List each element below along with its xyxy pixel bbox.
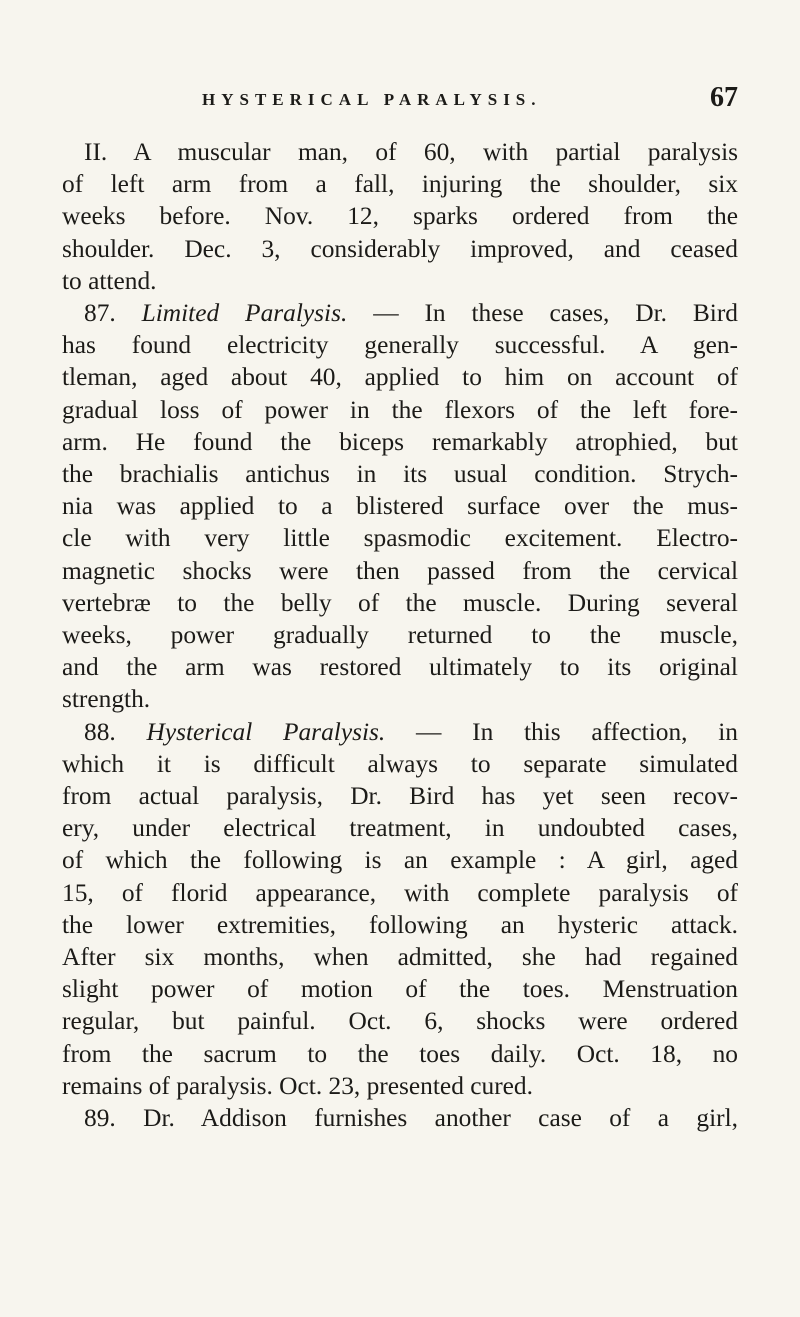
text-line: the brachialis antichus in its usual condition. Strych- [62, 460, 738, 489]
text-line: 89. Dr. Addison furnishes another case of a girl, [84, 1104, 738, 1133]
text-line: arm. He found the biceps remarkably atrophied, but [62, 427, 738, 456]
text-line: 87. Limited Paralysis. — In these cases, Dr. Bird [84, 299, 739, 328]
text-line: ery, under electrical treatment, in undoubted cases, [62, 814, 738, 843]
text-line: the lower extremities, following an hysteric attack. [62, 910, 738, 939]
running-title: HYSTERICAL PARALYSIS. [202, 90, 542, 109]
text-line: weeks before. Nov. 12, sparks ordered from the [62, 202, 738, 231]
section-heading: Limited Paralysis. [141, 299, 348, 328]
section-heading: Hysterical Paralysis. [146, 717, 386, 746]
text-line: and the arm was restored ultimately to its original [62, 653, 738, 682]
text-line: slight power of motion of the toes. Menstruation [62, 975, 738, 1004]
text-line: 15, of florid appearance, with complete paralysis of [62, 878, 738, 907]
text-line: remains of paralysis. Oct. 23, presented cured. [62, 1071, 533, 1100]
text-line: II. A muscular man, of 60, with partial paralysis [84, 138, 738, 166]
text-line: 88. Hysterical Paralysis. — In this affection, in [84, 717, 739, 746]
text-line: which it is difficult always to separate simulated [62, 749, 738, 778]
running-head [62, 82, 738, 122]
text-line: from actual paralysis, Dr. Bird has yet seen recov- [62, 782, 738, 811]
text-line: of left arm from a fall, injuring the shoulder, six [62, 170, 738, 199]
body-text [62, 136, 738, 1134]
text-line: weeks, power gradually returned to the muscle, [62, 621, 738, 650]
text-line: of which the following is an example : A girl, aged [62, 846, 738, 875]
text-line: After six months, when admitted, she had regained [62, 943, 738, 972]
text-line: nia was applied to a blistered surface over the mus- [62, 492, 738, 521]
page-number: 67 [710, 82, 738, 113]
text-line: gradual loss of power in the flexors of the left fore- [62, 395, 738, 424]
text-line: magnetic shocks were then passed from the cervical [62, 556, 738, 585]
text-line: cle with very little spasmodic excitement. Electro- [62, 524, 738, 553]
text-line: vertebræ to the belly of the muscle. During several [62, 588, 738, 617]
text-line: to attend. [62, 266, 157, 295]
text-line: strength. [62, 685, 151, 714]
text-line: tleman, aged about 40, applied to him on account of [62, 363, 738, 392]
text-line: has found electricity generally successful. A gen- [62, 331, 738, 360]
text-line: regular, but painful. Oct. 6, shocks were ordered [62, 1007, 738, 1036]
text-line: from the sacrum to the toes daily. Oct. 18, no [62, 1039, 738, 1068]
text-line: shoulder. Dec. 3, considerably improved, and ceased [62, 234, 738, 263]
